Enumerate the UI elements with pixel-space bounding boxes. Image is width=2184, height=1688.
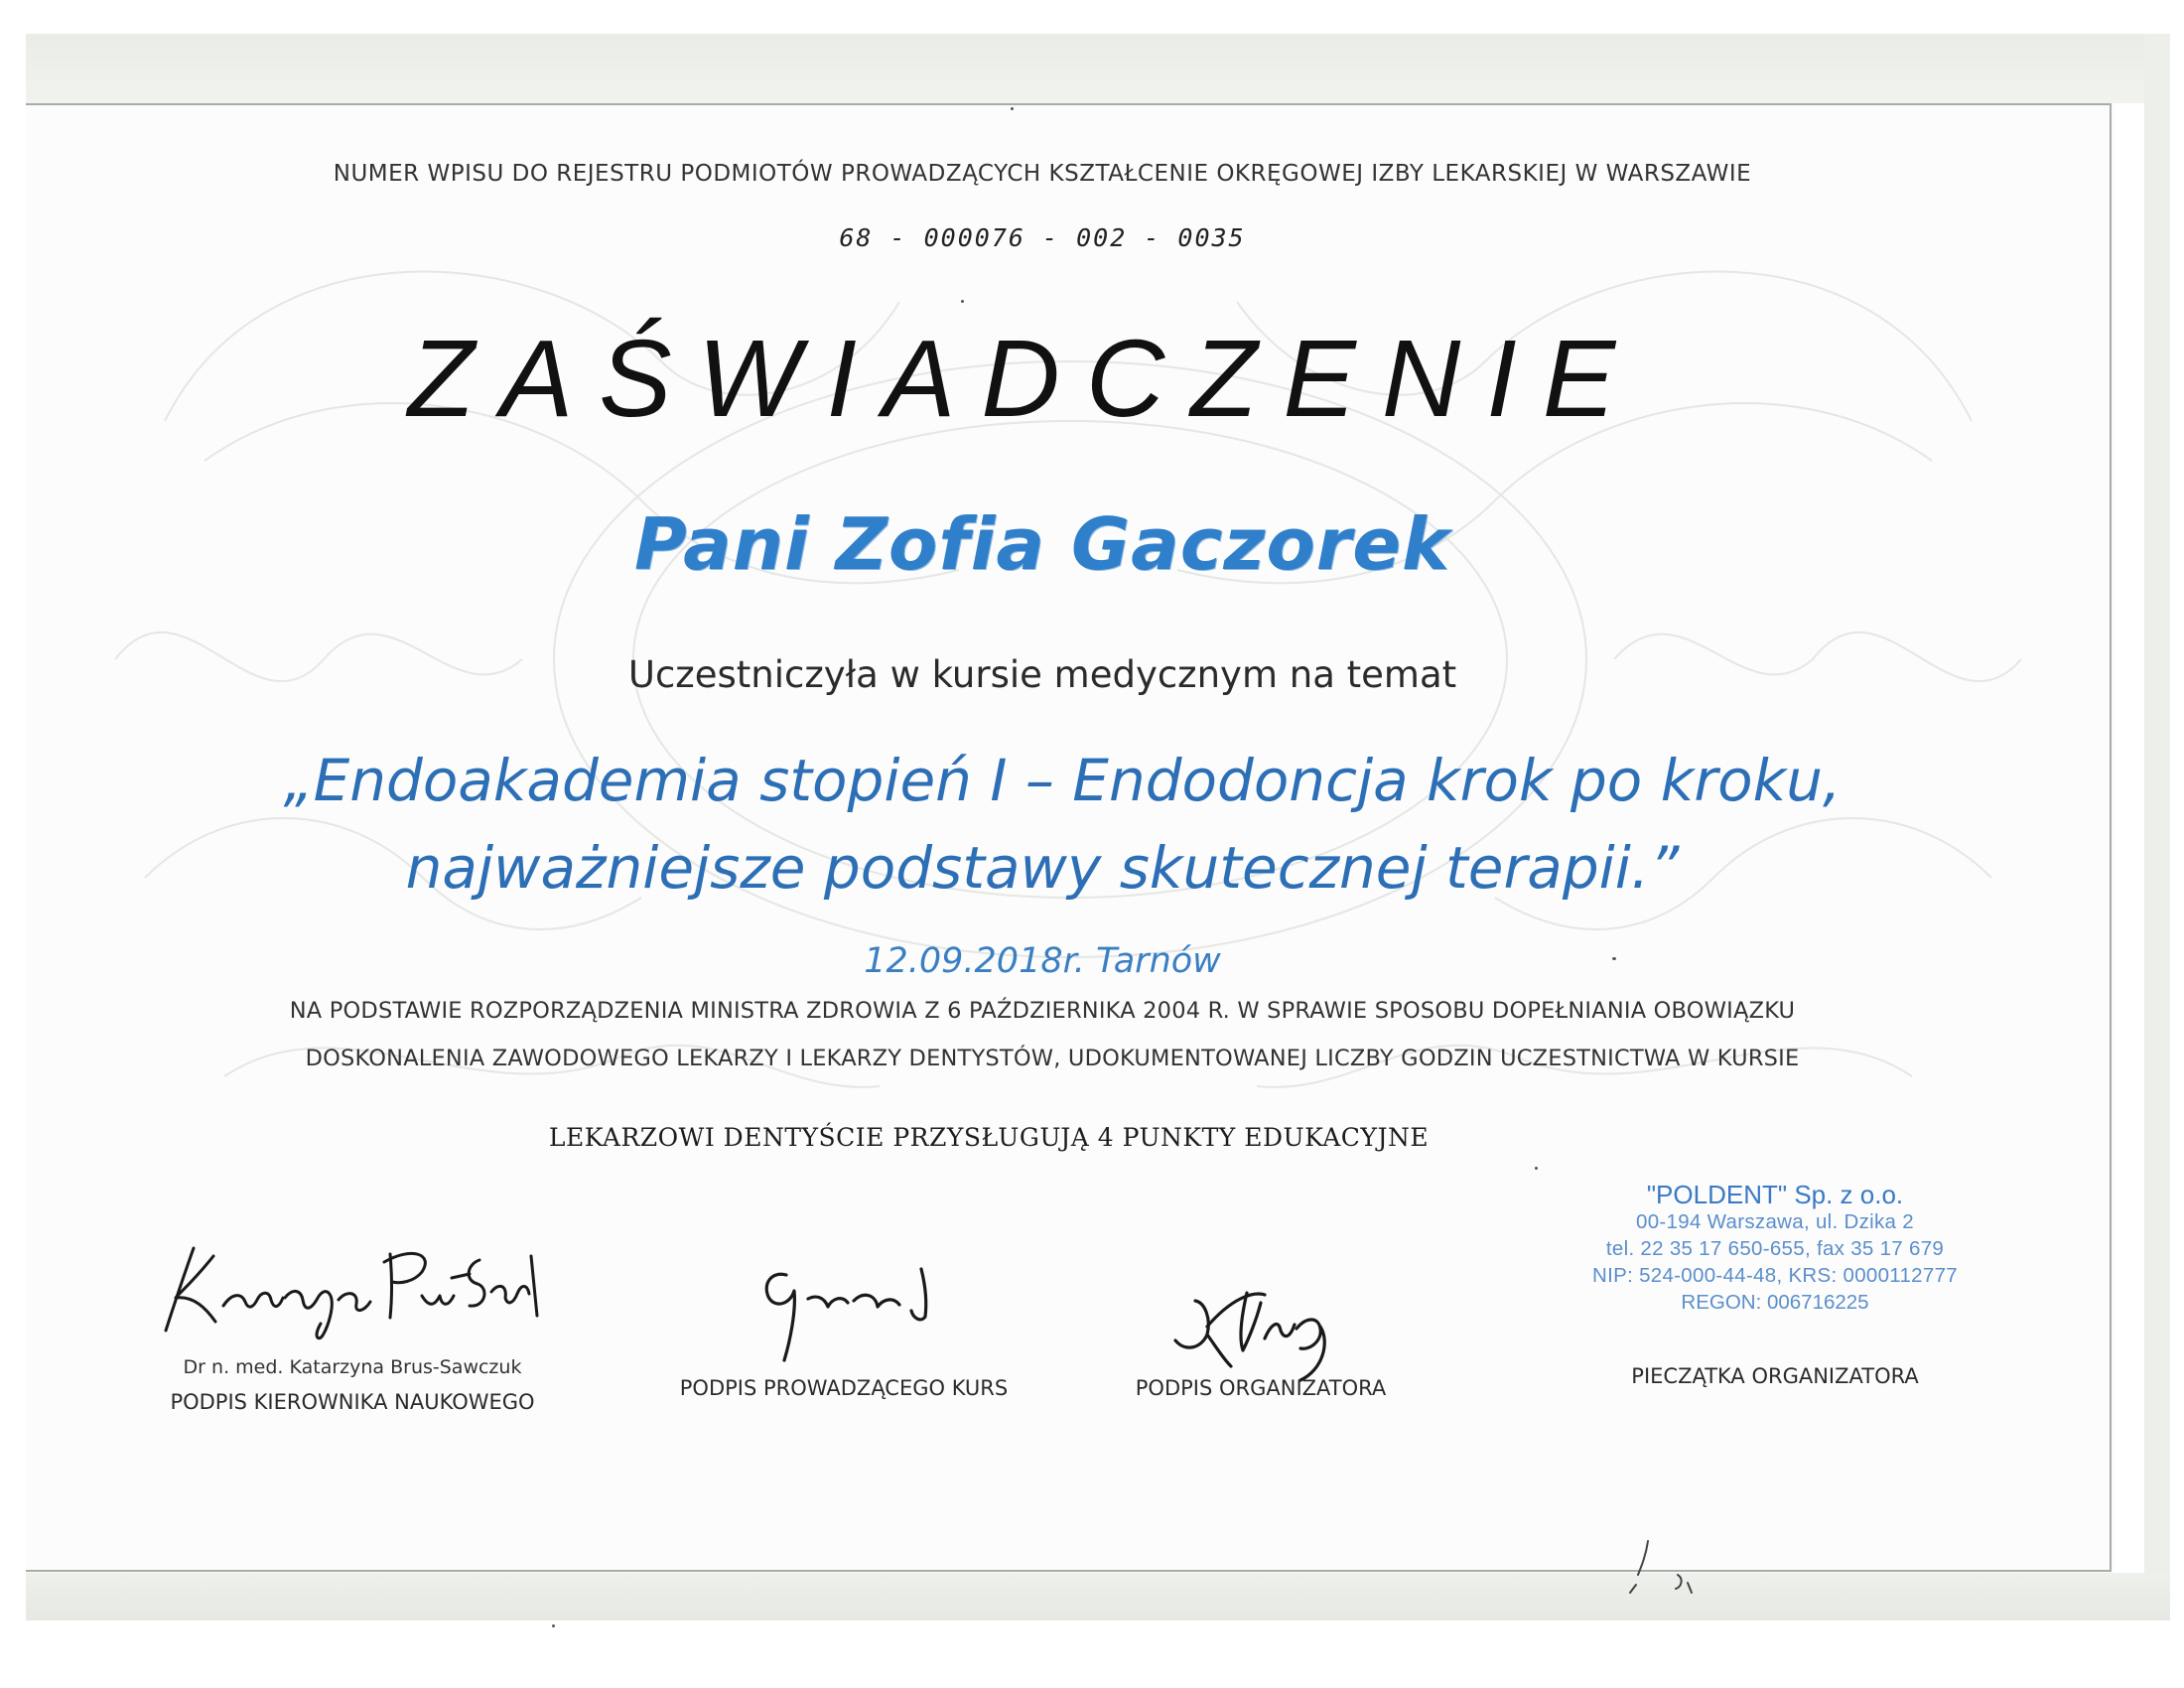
- legal-basis-line-1: NA PODSTAWIE ROZPORZĄDZENIA MINISTRA ZDROWIA Z 6 PAŹDZIERNIKA 2004 R. W SPRAWIE SPOSOBU DOPEŁNIANIA OBOWIĄZKU: [289, 998, 1796, 1024]
- scan-speck: [552, 1624, 555, 1627]
- scan-speck: [1011, 107, 1014, 110]
- scan-speck: [1535, 1167, 1538, 1170]
- organizer-signature: [1161, 1279, 1370, 1388]
- stamp-company: "POLDENT" Sp. z o.o.: [1646, 1180, 1904, 1209]
- scientific-head-name: Dr n. med. Katarzyna Brus-Sawczuk: [183, 1356, 522, 1378]
- document-title: ZAŚWIADCZENIE: [407, 318, 1642, 440]
- course-date-place: 12.09.2018r. Tarnów: [864, 941, 1221, 981]
- scan-margin-right: [2144, 34, 2170, 1620]
- scan-speck: [961, 300, 964, 303]
- stamp-address: 00-194 Warszawa, ul. Dzika 2: [1636, 1210, 1914, 1233]
- stamp-ids: NIP: 524-000-44-48, KRS: 0000112777: [1592, 1264, 1958, 1287]
- registry-number: 68 - 000076 - 002 - 0035: [839, 223, 1246, 252]
- stamp-caption: PIECZĄTKA ORGANIZATORA: [1631, 1364, 1919, 1388]
- course-title-line-1: „Endoakademia stopień I – Endodoncja krok po kroku,: [283, 747, 1842, 814]
- scientific-head-signature: [154, 1226, 551, 1345]
- legal-basis-line-2: DOSKONALENIA ZAWODOWEGO LEKARZY I LEKARZY DENTYSTÓW, UDOKUMENTOWANEJ LICZBY GODZIN UCZESTNICTWA W KURSIE: [305, 1046, 1800, 1071]
- registry-header: NUMER WPISU DO REJESTRU PODMIOTÓW PROWADZĄCYCH KSZTAŁCENIE OKRĘGOWEJ IZBY LEKARSKIEJ W WARSZAWIE: [333, 161, 1752, 187]
- scan-speck: [1612, 957, 1616, 960]
- organizer-stamp: [1586, 1182, 1964, 1316]
- course-leader-signature: [745, 1261, 963, 1370]
- scan-artifact: [1588, 1535, 1707, 1615]
- participation-text: Uczestniczyła w kursie medycznym na temat: [627, 653, 1457, 696]
- education-points: LEKARZOWI DENTYŚCIE PRZYSŁUGUJĄ 4 PUNKTY EDUKACYJNE: [548, 1123, 1430, 1152]
- stamp-regon: REGON: 006716225: [1681, 1291, 1869, 1314]
- organizer-caption: PODPIS ORGANIZATORA: [1135, 1376, 1387, 1400]
- scan-margin-bottom: [26, 1573, 2170, 1620]
- scientific-head-caption: PODPIS KIEROWNIKA NAUKOWEGO: [170, 1390, 535, 1414]
- stamp-phone: tel. 22 35 17 650-655, fax 35 17 679: [1605, 1237, 1945, 1260]
- course-leader-caption: PODPIS PROWADZĄCEGO KURS: [679, 1376, 1009, 1400]
- scan-margin-top: [26, 34, 2170, 103]
- course-title-line-2: najważniejsze podstawy skutecznej terapii.”: [405, 834, 1680, 902]
- recipient-name: Pani Zofia Gaczorek: [633, 502, 1451, 586]
